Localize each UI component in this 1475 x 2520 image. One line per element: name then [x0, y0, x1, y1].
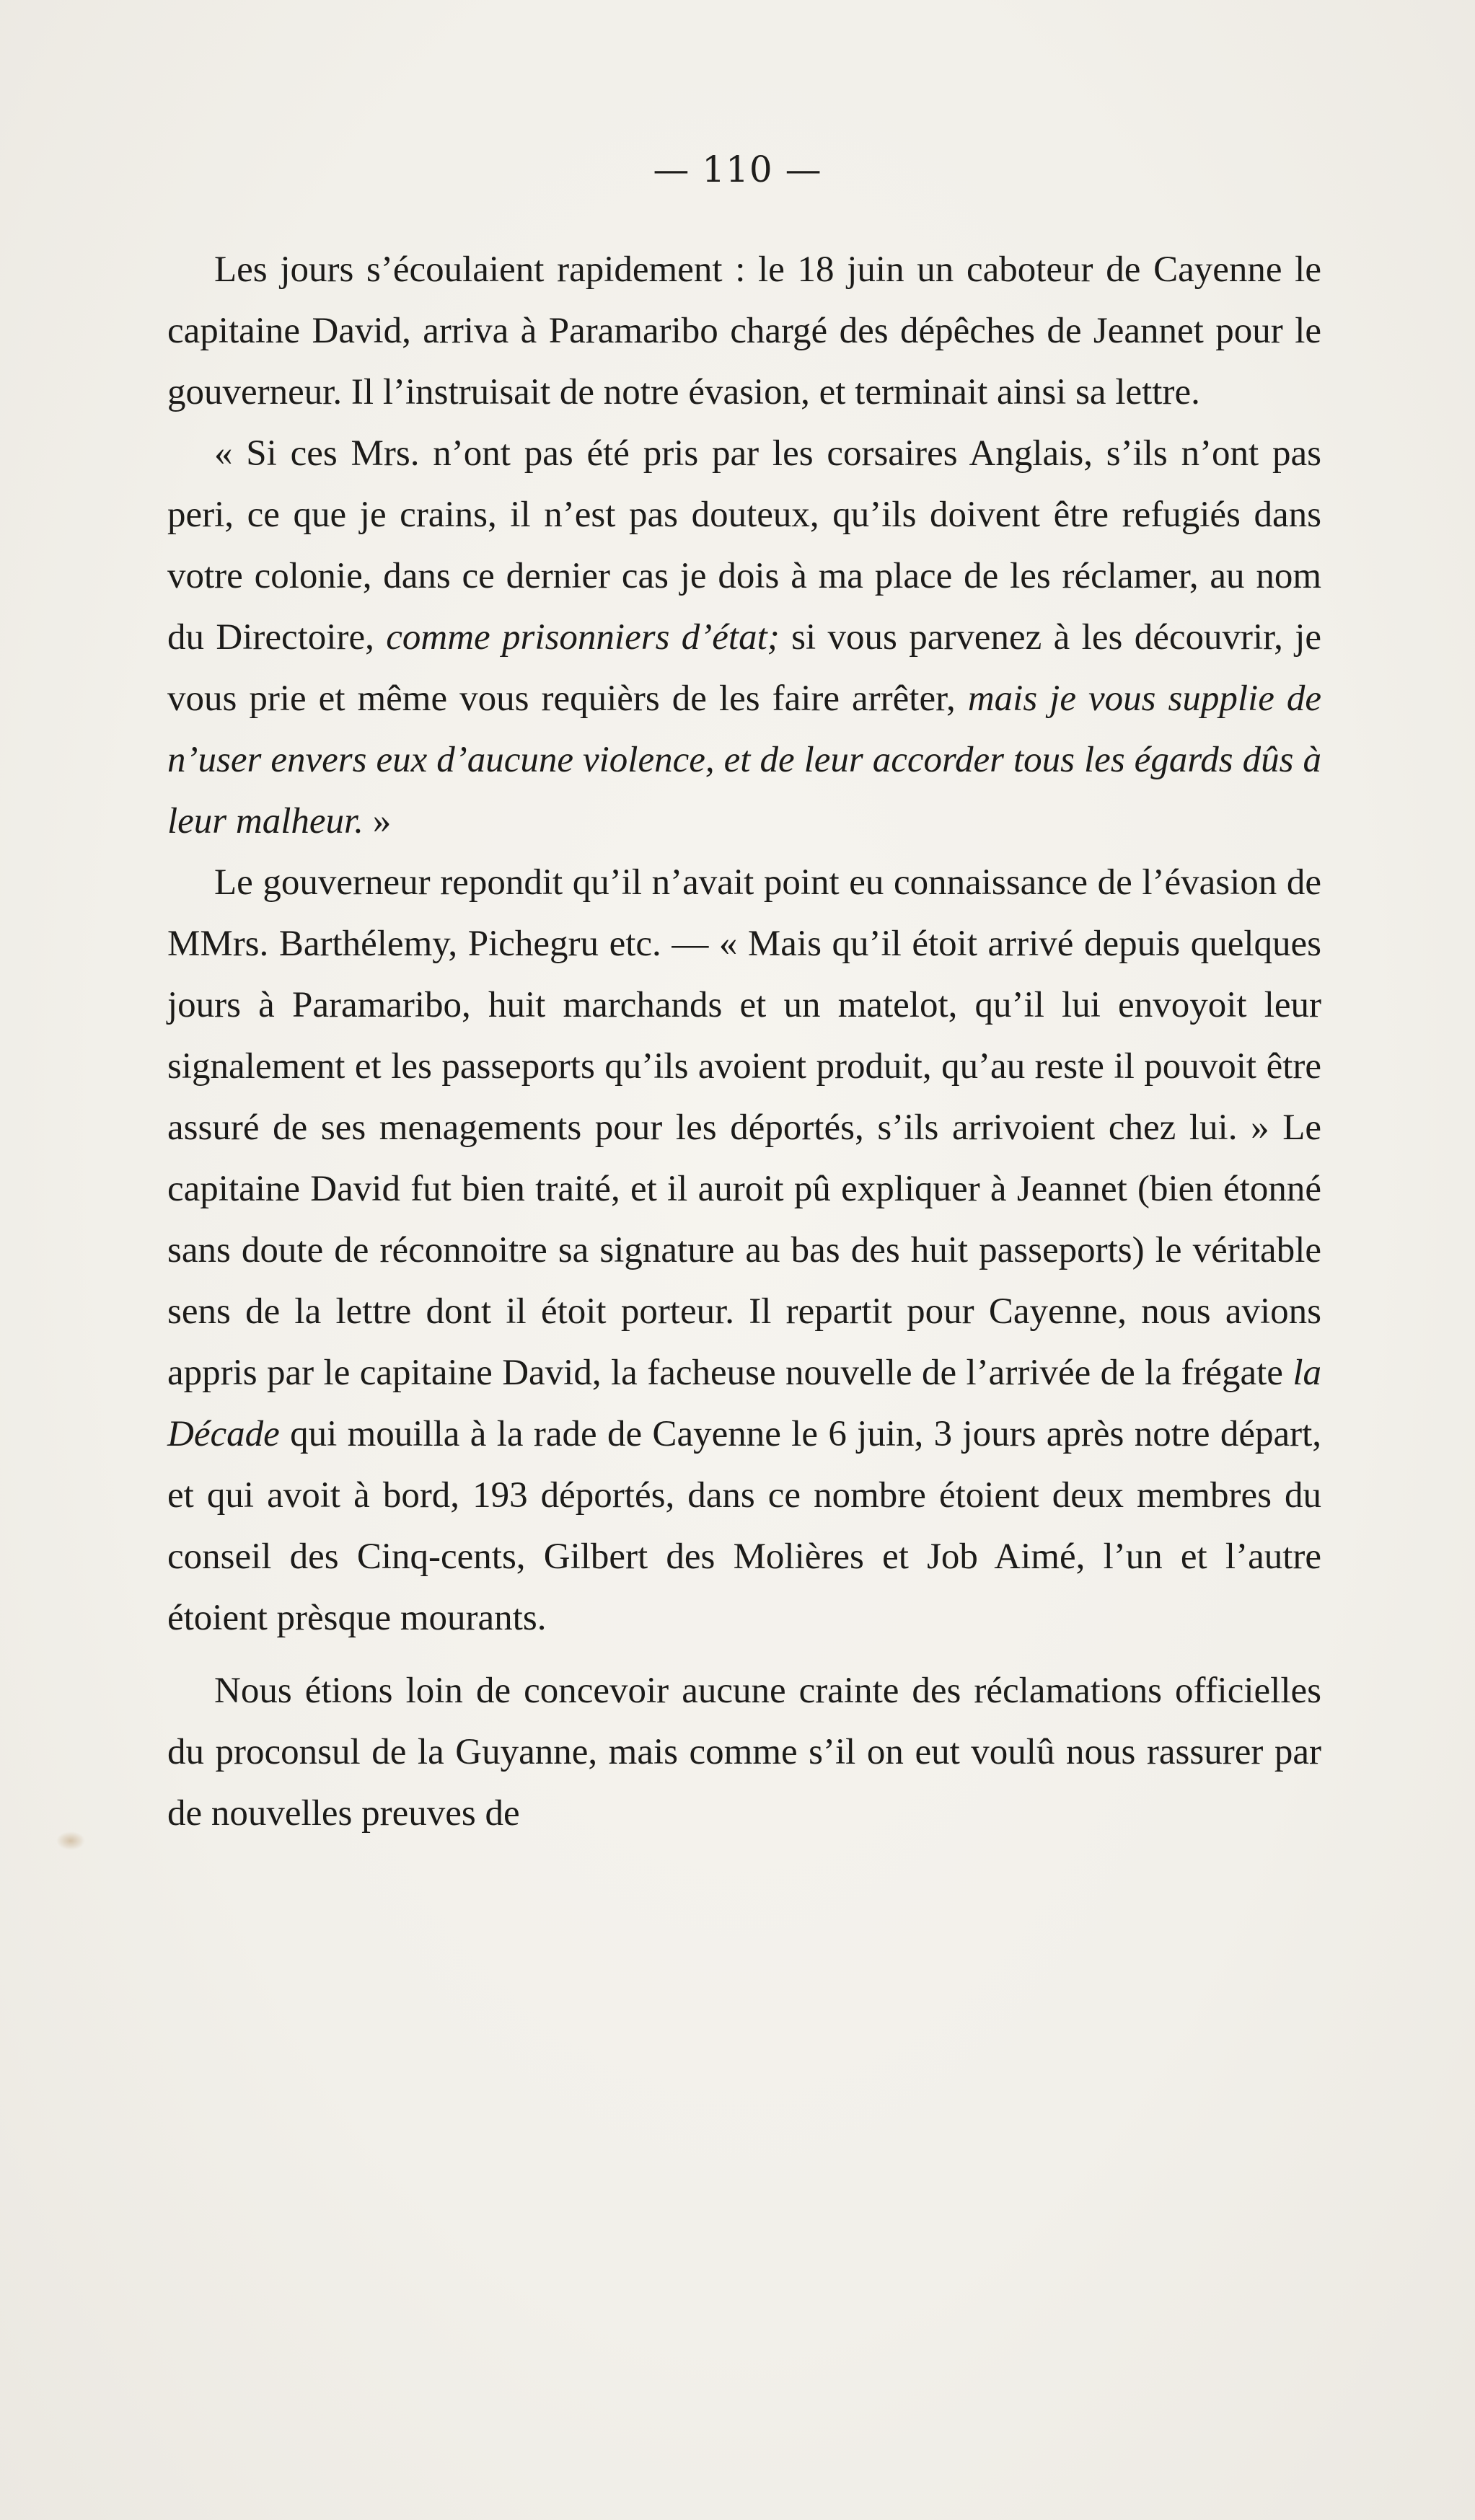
paragraph-3-text-a: Le gouverneur repondit qu’il n’avait point eu connaissance de l’évasion de MMrs. Barthélemy, Pichegru etc. — « Mais qu’il étoit arrivé depuis quelques jours à Paramaribo, huit marchands et un matelot, qu’il lui envoyoit leur signalement et les passeports qu’ils avoient produit, qu’au reste il pouvoit être assuré de ses menagements pour les déportés, s’ils arrivoient chez lui. » Le capitaine David fut bien traité, et il auroit pû expliquer à Jeannet (bien étonné sans doute de réconnoitre sa signature au bas des huit passeports) le véritable sens de la lettre dont il étoit porteur. Il repartit pour Cayenne, nous avions appris par le capitaine David, la facheuse nouvelle de l’arrivée de la frégate [167, 862, 1321, 1393]
paragraph-4-text: Nous étions loin de concevoir aucune crainte des réclamations officielles du proconsul de la Guyanne, mais comme s’il on eut voulû nous rassurer par de nouvelles preuves de [167, 1671, 1321, 1834]
paragraph-2-quotation [167, 423, 1321, 852]
paragraph-2-italic-a: comme prisonniers d’état; [386, 617, 780, 658]
page-number: — 110 — [653, 149, 822, 190]
body-text [167, 239, 1321, 1844]
paper-stain [56, 1831, 85, 1850]
paragraph-1-text: Les jours s’écoulaient rapidement : le 18 juin un caboteur de Cayenne le capitaine David, arriva à Paramaribo chargé des dépêches de Jeannet pour le gouverneur. Il l’instruisait de notre évasion, et terminait ainsi sa lettre. [167, 249, 1321, 412]
paragraph-2-italic-b: mais je vous supplie de n’user envers eux d’aucune violence, [167, 678, 1321, 780]
paragraph-3-text-b: qui mouilla à la rade de Cayenne le 6 juin, 3 jours après notre départ, et qui avoit à bord, 193 déportés, dans ce nombre étoient deux membres du conseil des Cinq-cents, Gilbert des Molières et Job Aimé, l’un et l’autre étoient prèsque mourants. [167, 1414, 1321, 1638]
paragraph-2-italic-c: et de leur accorder tous les égards dûs à leur malheur. [167, 740, 1321, 841]
paragraph-2-closing-quote: » [372, 801, 392, 841]
paragraph-1 [167, 239, 1321, 423]
paragraph-2-text-b: si vous parvenez à les découvrir, je vous prie et même vous requièrs de les faire arrêter, [167, 617, 1322, 719]
paragraph-4 [167, 1661, 1321, 1844]
paragraph-2-text-a: « Si ces Mrs. n’ont pas été pris par les corsaires Anglais, s’ils n’ont pas peri, ce que je crains, il n’est pas douteux, qu’ils doivent être refugiés dans votre colonie, dans ce dernier cas je dois à ma place de les réclamer, au nom du Directoire, [167, 433, 1321, 658]
frigate-name: la Décade [167, 1353, 1321, 1454]
paragraph-3 [167, 852, 1321, 1649]
